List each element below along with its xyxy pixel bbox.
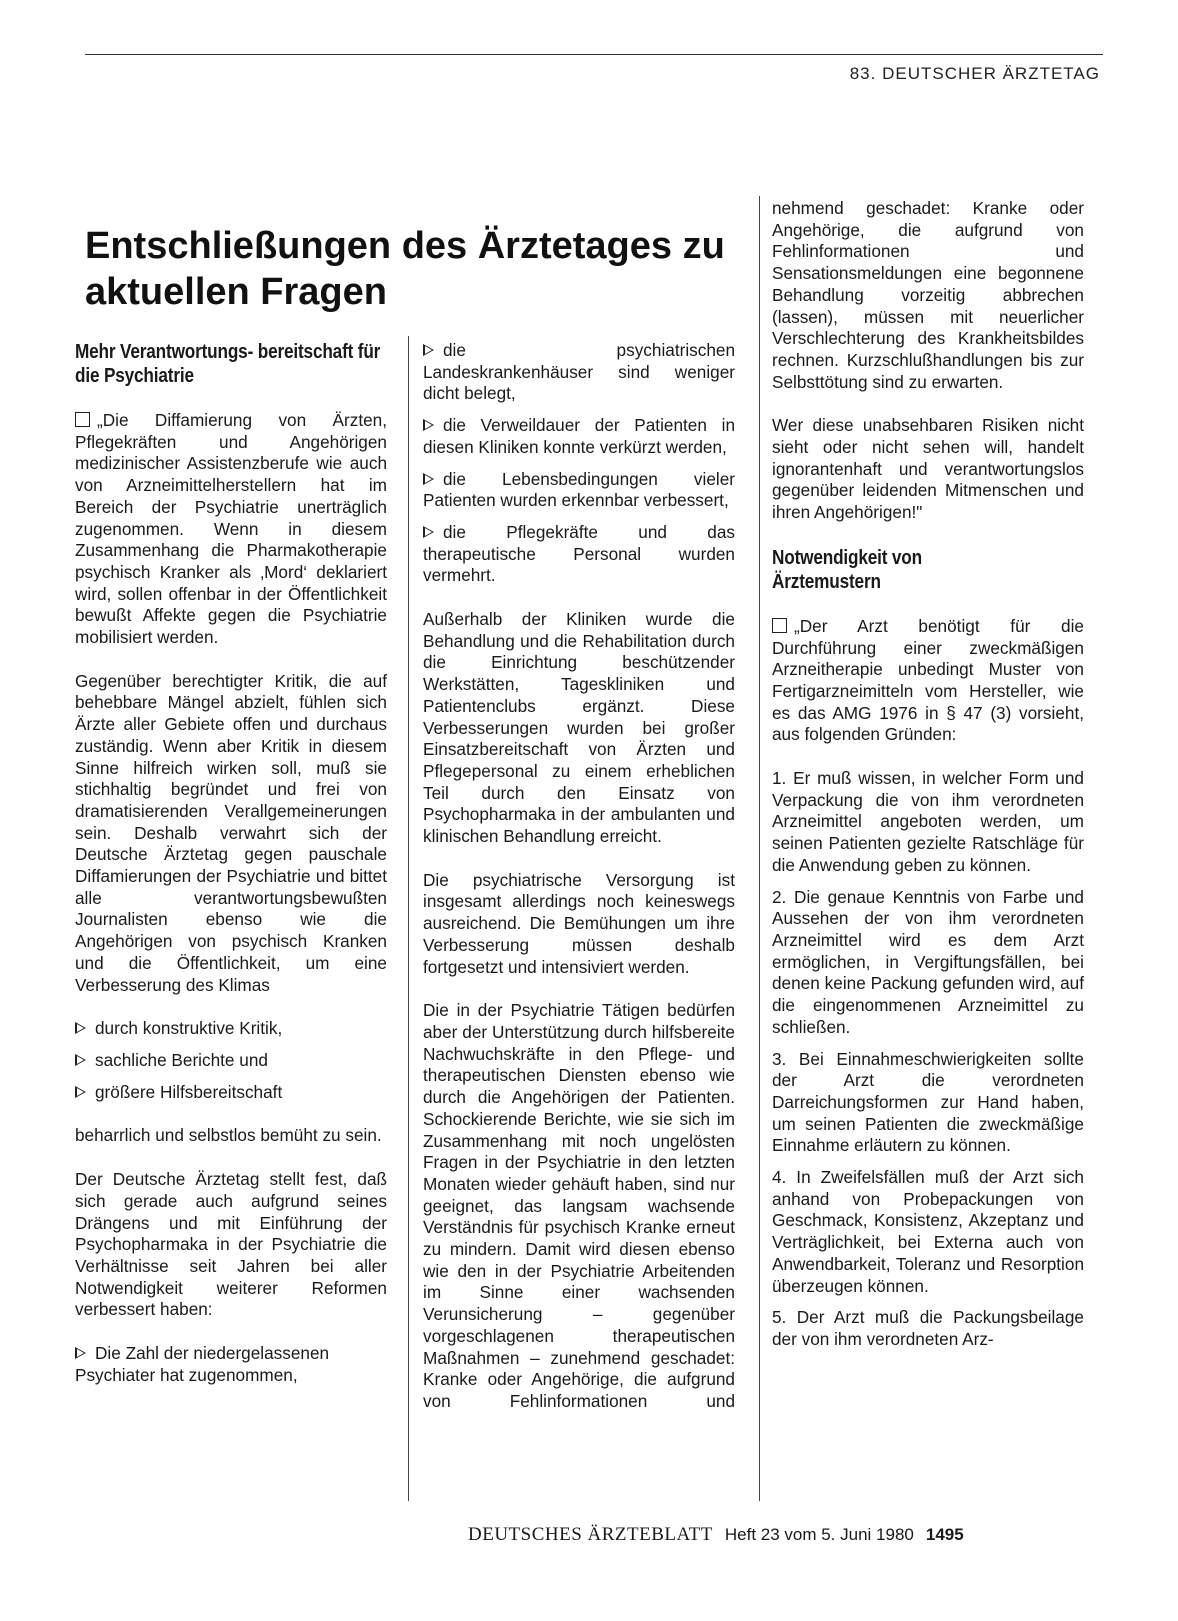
- column-3: [772, 198, 1084, 1361]
- triangle-bullet-icon: [75, 1022, 86, 1034]
- triangle-bullet-icon: [423, 473, 434, 485]
- section-heading-aerztemuster: Notwendigkeit von Ärztemustern: [772, 546, 922, 593]
- section-heading-psychiatrie: Mehr Verantwortungs- bereitschaft für die Psychiatrie: [75, 341, 381, 387]
- paragraph: Der Deutsche Ärztetag stellt fest, daß sich gerade auch aufgrund seines Drängens und mit Einführung der Psychopharmaka in der Psychiatrie die Verhältnisse seit Jahren bei aller Notwendigkeit weiterer Reformen verbessert haben:: [75, 1169, 387, 1320]
- column-divider: [408, 336, 409, 1501]
- numbered-item: 3. Bei Einnahmeschwierigkeiten sollte der Arzt die verordneten Darreichungsformen zur Hand haben, um seinen Patienten die zweckmäßige Einnahme erläutern zu können.: [772, 1048, 1084, 1156]
- section-start-box-icon: [75, 412, 90, 427]
- paragraph: „Die Diffamierung von Ärzten, Pflegekräften und Angehörigen medizinischer Assistenzberufe wie auch von Arzneimittelherstellern hat im Bereich der Psychiatrie unerträglich zugenommen. Wenn in diesem Zusammenhang die Pharmakotherapie psychisch Kranker als ‚Mord‘ deklariert wird, sollen offenbar in der Öffentlichkeit bewußt Affekte gegen die Psychiatrie mobilisiert werden.: [75, 410, 387, 648]
- issue-info: Heft 23 vom 5. Juni 1980: [724, 1525, 914, 1544]
- running-head: 83. DEUTSCHER ÄRZTETAG: [849, 64, 1100, 83]
- paragraph: Die in der Psychiatrie Tätigen bedürfen aber der Unterstützung durch hilfsbereite Nachwuchskräfte in den Pflege- und therapeutischen Diensten ebenso wie durch die Angehörigen der Patienten. Schockierende Berichte, wie sie sich im Zusammenhang mit noch ungelösten Fragen in der Psychiatrie in den letzten Monaten wieder gehäuft haben, sind nur geeignet, das langsam wachsende Verständnis für psychisch Kranke erneut zu mindern. Damit wird diesen ebenso wie den in der Psychiatrie Arbeitenden im Sinne einer wachsenden Verunsicherung – gegenüber vorgeschlagenen therapeutischen Maßnahmen – zunehmend geschadet: Kranke oder Angehörige, die aufgrund von Fehlinformationen und: [423, 1000, 735, 1411]
- top-rule: [85, 54, 1103, 55]
- page-footer: [468, 1524, 1088, 1546]
- bullet-item: durch konstruktive Kritik,: [95, 1018, 283, 1039]
- numbered-item: 2. Die genaue Kenntnis von Farbe und Aussehen der von ihm verordneten Arzneimittel wird es dem Arzt ermöglichen, in Vergiftungsfällen, bei denen keine Packung gefunden wird, auf die eingenommenen Arzneimittel zu schließen.: [772, 886, 1084, 1037]
- journal-name: DEUTSCHES ÄRZTEBLATT: [468, 1524, 713, 1545]
- paragraph-continuation: nehmend geschadet: Kranke oder Angehörige, die aufgrund von Fehlinformationen und Sensationsmeldungen eine begonnene Behandlung vorzeitig abbrechen (lassen), müssen mit neuerlicher Verschlechterung des Krankheitsbildes rechnen. Kurzschlußhandlungen bis zur Selbsttötung sind zu erwarten.: [772, 198, 1084, 392]
- paragraph: „Der Arzt benötigt für die Durchführung einer zweckmäßigen Arzneitherapie unbedingt Muster von Fertigarzneimitteln vom Hersteller, wie es das AMG 1976 in § 47 (3) vorsieht, aus folgenden Gründen:: [772, 615, 1084, 745]
- paragraph: Gegenüber berechtigter Kritik, die auf behebbare Mängel abzielt, fühlen sich Ärzte aller Gebiete offen und durchaus zuständig. Wenn aber Kritik in diesem Sinne hilfreich wirken soll, muß sie stichhaltig begründet und frei von dramatisierenden Verallgemeinerungen sein. Deshalb verwahrt sich der Deutsche Ärztetag gegen pauschale Diffamierungen der Psychiatrie und bittet alle verantwortungsbewußten Journalisten ebenso wie die Angehörigen von psychisch Kranken und die Öffentlichkeit, um eine Verbesserung des Klimas: [75, 670, 387, 995]
- bullet-item: größere Hilfsbereitschaft: [95, 1081, 283, 1102]
- section-start-box-icon: [772, 618, 787, 633]
- triangle-bullet-icon: [423, 344, 434, 356]
- paragraph: Die psychiatrische Versorgung ist insgesamt allerdings noch keineswegs ausreichend. Die Bemühungen um ihre Verbesserung müssen deshalb fortgesetzt und intensiviert werden.: [423, 869, 735, 977]
- triangle-bullet-icon: [423, 419, 434, 431]
- paragraph: Wer diese unabsehbaren Risiken nicht sieht oder nicht sehen will, handelt ignorantenhaft und verantwortungslos gegenüber leidenden Mitmenschen und ihren Angehörigen!": [772, 415, 1084, 523]
- bullet-item: sachliche Berichte und: [95, 1049, 268, 1070]
- numbered-item: 1. Er muß wissen, in welcher Form und Verpackung die von ihm verordneten Arzneimittel angeboten werden, um seinen Patienten gezielte Ratschläge für die Anwendung geben zu können.: [772, 768, 1084, 875]
- paragraph: Außerhalb der Kliniken wurde die Behandlung und die Rehabilitation durch die Einrichtung beschützender Werkstätten, Tageskliniken und Patientenclubs ergänzt. Diese Verbesserungen wurden bei großer Einsatzbereitschaft von Ärzten und Pflegepersonal zu einem erheblichen Teil durch den Einsatz von Psychopharmaka in der ambulanten und klinischen Behandlung erreicht.: [423, 609, 735, 847]
- bullet-item: die Lebensbedingungen vieler Patienten wurden erkennbar verbessert,: [423, 468, 735, 511]
- numbered-item: 5. Der Arzt muß die Packungsbeilage der von ihm verordneten Arz-: [772, 1307, 1084, 1349]
- triangle-bullet-icon: [75, 1347, 86, 1359]
- numbered-item: 4. In Zweifelsfällen muß der Arzt sich anhand von Probepackungen von Geschmack, Konsistenz, Akzeptanz und Verträglichkeit, bei Externa auch von Anwendbarkeit, Toleranz und Resorption überzeugen können.: [772, 1167, 1084, 1296]
- bullet-item: die Pflegekräfte und das therapeutische Personal wurden vermehrt.: [423, 521, 735, 586]
- bullet-item: die psychiatrischen Landeskrankenhäuser sind weniger dicht belegt,: [423, 340, 735, 404]
- bullet-item: die Verweildauer der Patienten in diesen Kliniken konnte verkürzt werden,: [423, 415, 735, 457]
- bullet-item: Die Zahl der niedergelassenen Psychiater hat zugenommen,: [75, 1343, 330, 1385]
- column-divider: [759, 196, 760, 1501]
- triangle-bullet-icon: [423, 526, 434, 538]
- triangle-bullet-icon: [75, 1054, 86, 1066]
- paragraph: beharrlich und selbstlos bemüht zu sein.: [75, 1125, 382, 1146]
- column-1: [75, 340, 387, 1408]
- column-2: [423, 340, 735, 1410]
- triangle-bullet-icon: [75, 1086, 86, 1098]
- page-number: 1495: [925, 1525, 964, 1544]
- article-title: Entschließungen des Ärztetages zu aktuellen Fragen: [85, 225, 725, 314]
